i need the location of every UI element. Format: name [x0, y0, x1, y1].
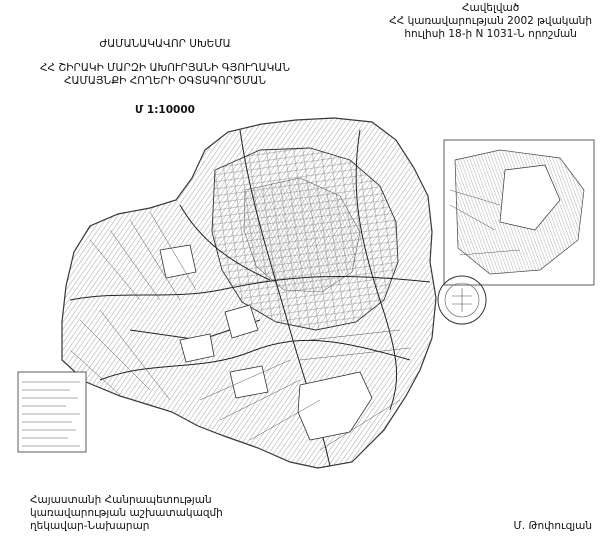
approval-line-1: Հավելված: [461, 2, 520, 14]
signature-name-right: Մ. Թոփուզյան: [513, 520, 592, 532]
map-subtitle-1: ՀՀ ՇԻՐԱԿԻ ՄԱՐԶԻ ԱԽՈՒՐՅԱՆԻ ԳՅՈՒՂԱԿԱՆ: [39, 62, 290, 74]
signature-left-line-1: Հայաստանի Հանրապետության: [30, 494, 212, 506]
approval-line-3: հուլիսի 18-ի N 1031-Ն որոշման: [404, 28, 577, 40]
signature-block-left: [30, 494, 223, 533]
map-scale: Մ 1:10000: [135, 104, 195, 116]
inset-map: [444, 140, 594, 285]
map-subtitle-2: ՀԱՄԱՅՆՔԻ ՀՈՂԵՐԻ ՕԳՏԱԳՈՐԾՄԱՆ: [63, 75, 266, 87]
map-title: ԺԱՄԱՆԱԿԱՎՈՐ ՍԽԵՄԱ: [99, 38, 231, 50]
map-legend: [18, 372, 86, 452]
official-seal: [438, 276, 486, 324]
approval-line-2: ՀՀ կառավարության 2002 թվականի: [389, 15, 592, 27]
signature-left-line-2: կառավարության աշխատակազմի: [30, 507, 223, 519]
signature-left-line-3: ղեկավար-Նախարար: [30, 520, 150, 532]
